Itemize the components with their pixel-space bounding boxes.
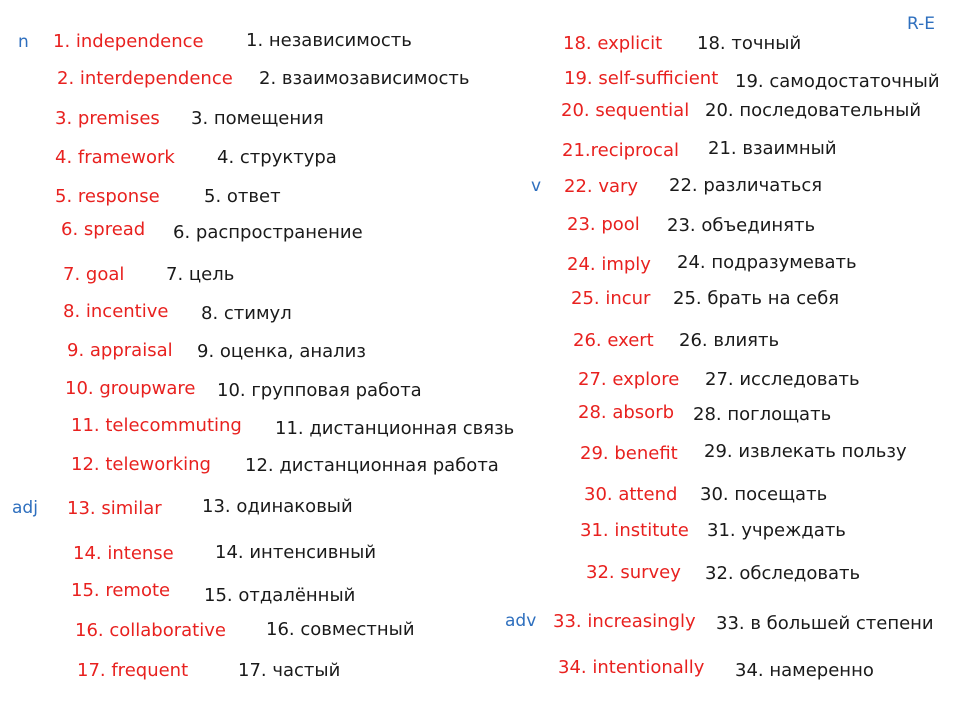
russian-translation-12: 12. дистанционная работа — [245, 455, 499, 476]
english-term-7: 7. goal — [63, 264, 125, 285]
english-term-26: 26. exert — [573, 330, 654, 351]
pos-label-noun: n — [18, 32, 29, 52]
english-term-20: 20. sequential — [561, 100, 690, 121]
russian-translation-32: 32. обследовать — [705, 563, 861, 584]
russian-translation-22: 22. различаться — [669, 175, 823, 196]
russian-translation-6: 6. распространение — [173, 222, 363, 243]
english-term-29: 29. benefit — [580, 443, 678, 464]
english-term-10: 10. groupware — [65, 378, 196, 399]
english-term-16: 16. collaborative — [75, 620, 226, 641]
russian-translation-23: 23. объединять — [667, 215, 816, 236]
russian-translation-5: 5. ответ — [204, 186, 281, 207]
slide-tag: R-E — [907, 14, 935, 34]
russian-translation-33: 33. в большей степени — [716, 613, 934, 634]
english-term-18: 18. explicit — [563, 33, 663, 54]
english-term-32: 32. survey — [586, 562, 681, 583]
english-term-1: 1. independence — [53, 31, 204, 52]
english-term-11: 11. telecommuting — [71, 415, 242, 436]
english-term-14: 14. intense — [73, 543, 174, 564]
english-term-19: 19. self-sufficient — [564, 68, 719, 89]
english-term-33: 33. increasingly — [553, 611, 696, 632]
english-term-27: 27. explore — [578, 369, 680, 390]
russian-translation-29: 29. извлекать пользу — [704, 441, 907, 462]
russian-translation-7: 7. цель — [166, 264, 235, 285]
english-term-30: 30. attend — [584, 484, 678, 505]
english-term-24: 24. imply — [567, 254, 651, 275]
russian-translation-2: 2. взаимозависимость — [259, 68, 470, 89]
english-term-31: 31. institute — [580, 520, 689, 541]
english-term-9: 9. appraisal — [67, 340, 173, 361]
pos-label-verb: v — [531, 176, 542, 196]
english-term-4: 4. framework — [55, 147, 175, 168]
english-term-2: 2. interdependence — [57, 68, 233, 89]
english-term-25: 25. incur — [571, 288, 651, 309]
russian-translation-26: 26. влиять — [679, 330, 780, 351]
russian-translation-4: 4. структура — [217, 147, 337, 168]
english-term-17: 17. frequent — [77, 660, 189, 681]
english-term-12: 12. teleworking — [71, 454, 211, 475]
russian-translation-28: 28. поглощать — [693, 404, 832, 425]
english-term-3: 3. premises — [55, 108, 160, 129]
russian-translation-25: 25. брать на себя — [673, 288, 840, 309]
russian-translation-31: 31. учреждать — [707, 520, 846, 541]
russian-translation-11: 11. дистанционная связь — [275, 418, 515, 439]
english-term-28: 28. absorb — [578, 402, 675, 423]
russian-translation-24: 24. подразумевать — [677, 252, 857, 273]
english-term-22: 22. vary — [564, 176, 639, 197]
pos-label-adverb: adv — [505, 611, 537, 631]
russian-translation-3: 3. помещения — [191, 108, 324, 129]
russian-translation-21: 21. взаимный — [708, 138, 837, 159]
russian-translation-13: 13. одинаковый — [202, 496, 353, 517]
english-term-8: 8. incentive — [63, 301, 169, 322]
russian-translation-9: 9. оценка, анализ — [197, 341, 366, 362]
russian-translation-17: 17. частый — [238, 660, 341, 681]
english-term-15: 15. remote — [71, 580, 171, 601]
russian-translation-15: 15. отдалённый — [204, 585, 356, 606]
russian-translation-14: 14. интенсивный — [215, 542, 377, 563]
russian-translation-16: 16. совместный — [266, 619, 415, 640]
english-term-34: 34. intentionally — [558, 657, 705, 678]
english-term-6: 6. spread — [61, 219, 146, 240]
russian-translation-18: 18. точный — [697, 33, 802, 54]
russian-translation-1: 1. независимость — [246, 30, 412, 51]
pos-label-adjective: adj — [12, 498, 38, 518]
russian-translation-34: 34. намеренно — [735, 660, 874, 681]
english-term-13: 13. similar — [67, 498, 162, 519]
russian-translation-19: 19. самодостаточный — [735, 71, 940, 92]
english-term-23: 23. pool — [567, 214, 640, 235]
english-term-5: 5. response — [55, 186, 160, 207]
russian-translation-8: 8. стимул — [201, 303, 292, 324]
russian-translation-20: 20. последовательный — [705, 100, 922, 121]
english-term-21: 21.reciprocal — [562, 140, 679, 161]
russian-translation-30: 30. посещать — [700, 484, 828, 505]
russian-translation-10: 10. групповая работа — [217, 380, 422, 401]
russian-translation-27: 27. исследовать — [705, 369, 860, 390]
